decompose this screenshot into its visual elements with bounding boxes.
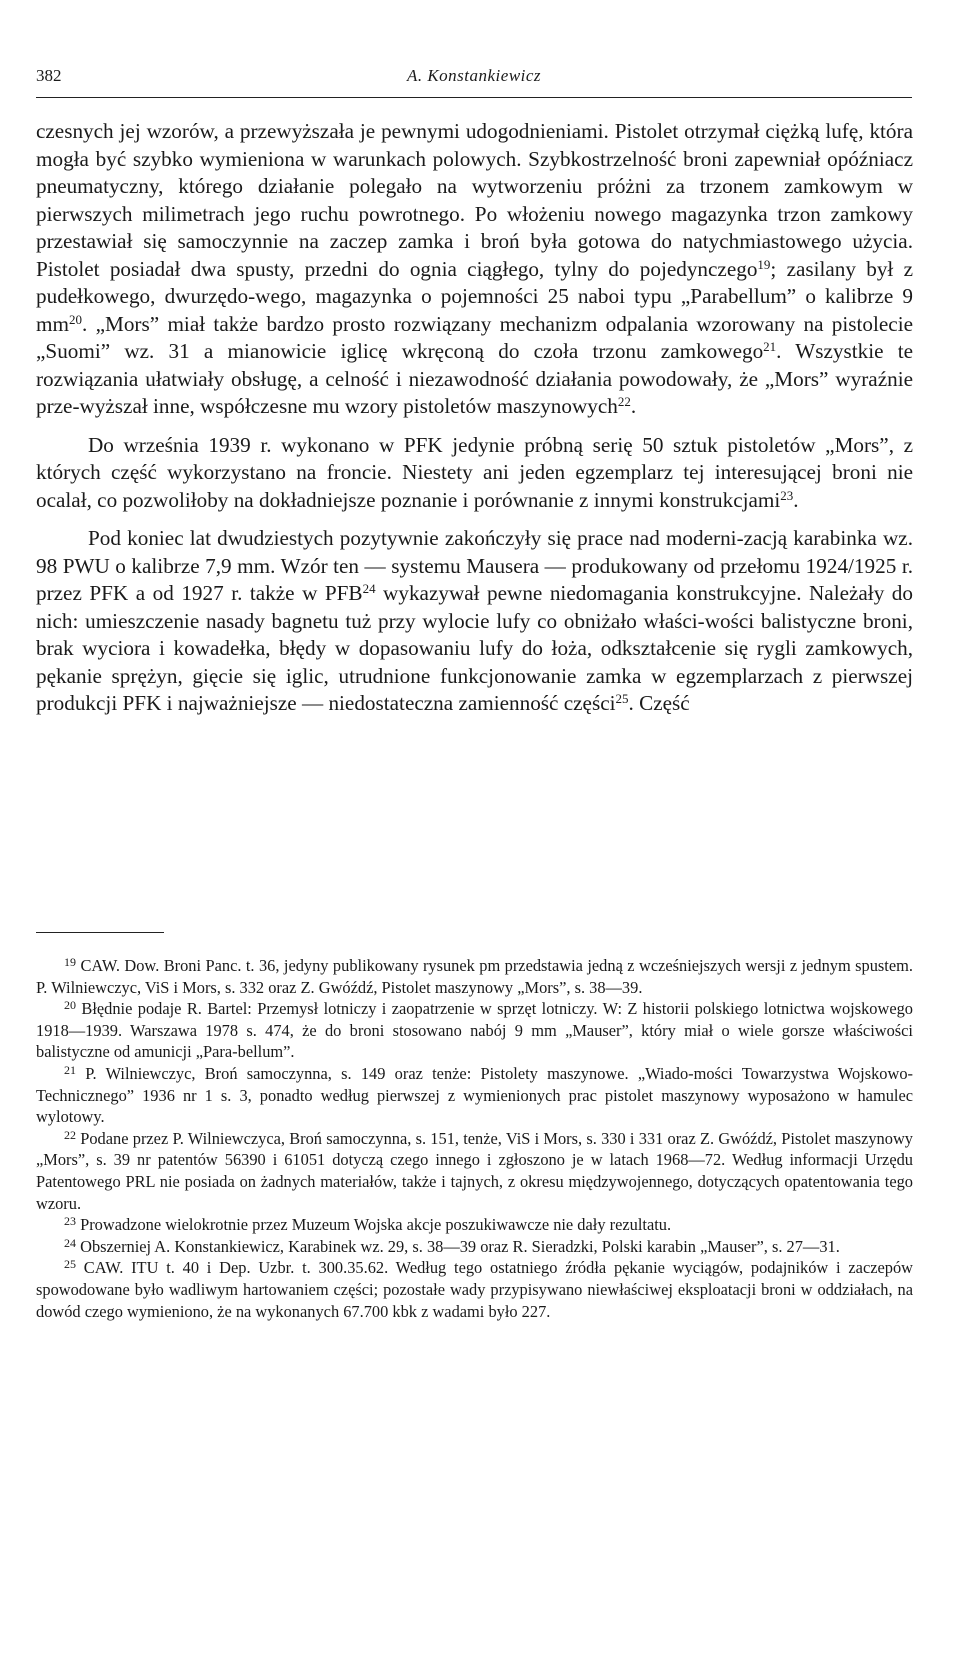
footnote-ref: 24 <box>362 581 376 596</box>
footnote <box>36 1128 913 1214</box>
text-run: . <box>793 487 799 512</box>
footnote-text: Podane przez P. Wilniewczyca, Broń samoczynna, s. 151, tenże, ViS i Mors, s. 330 i 331 oraz Z. Gwóźdź, Pistolet maszynowy „Mors”, s. 39 nr patentów 56390 i 61051 dotyczą czego innego i zgłoszono je w latach 1968—72. Według informacji Urzędu Patentowego PRL nie posiada on żadnych materiałów, także i tajnych, z okresu międzywojennego, dotyczących opatentowania tego wzoru. <box>36 1128 913 1213</box>
footnote-number: 21 <box>64 1062 76 1077</box>
footnote-number: 25 <box>64 1257 76 1272</box>
text-run: . „Mors” miał także bardzo prosto rozwiązany mechanizm odpalania wzorowany na pistolecie „Suomi” wz. 31 a mianowicie iglicę wkręconą do czoła trzonu zamkowego <box>36 311 913 363</box>
text-run: . <box>630 394 637 418</box>
text-run: czesnych jej wzorów, a przewyższała je pewnymi udogodnieniami. Pistolet otrzymał ciężką lufę, która mogła być szybko wymieniona w warunkach polowych. Szybkostrzelność broni zapewniał opóźniacz pneumatyczny, którego działanie polegało na wytworzeniu próżni za trzonem zamkowym w pierwszych milimetrach jego ruchu powrotnego. Po włożeniu nowego magazynka trzon zamkowy przestawiał się samoczynnie na zaczep zamka i broń była gotowa do natychmiastowego użycia. Pistolet posiadał dwa spusty, przedni do ognia ciągłego, tylny do pojedynczego <box>36 119 913 281</box>
footnote-ref: 23 <box>780 487 794 503</box>
footnote-ref: 20 <box>68 311 82 327</box>
footnote-text: CAW. Dow. Broni Panc. t. 36, jedyny publikowany rysunek pm przedstawia jedną z wcześniejszych wersji z jednym spustem. P. Wilniewczyc, ViS i Mors, s. 332 oraz Z. Gwóźdź, Pistolet maszynowy „Mors”, s. 38—39. <box>36 956 913 997</box>
footnotes <box>36 955 913 1322</box>
running-head: A. Konstankiewicz <box>406 66 542 85</box>
footnote-text: CAW. ITU t. 40 i Dep. Uzbr. t. 300.35.62. Według tego ostatniego źródła pękanie wyciągów, podajników i zaczepów spowodowane było wadliwym hartowaniem części; pozostałe wady przypisywano niewłaściwej eksploatacji broni w oddziałach, na dowód czego wymieniono, że na wykonanych 67.700 kbk z wadami było 227. <box>36 1258 913 1321</box>
paragraph-1 <box>36 118 913 421</box>
text-run: . Część <box>628 691 690 715</box>
footnote-number: 22 <box>64 1127 76 1142</box>
header-rule <box>36 97 912 98</box>
main-text <box>36 118 913 718</box>
text-run: wykazywał pewne niedomagania konstrukcyjne. Należały do nich: umieszczenie nasady bagnetu tuż przy wylocie lufy co obniżało właści-wości balistyczne broni, brak wyciora i kowadełka, błędy w dopasowaniu lufy do łoża, odkształcenie się rygli zamkowych, pękanie sprężyn, gięcie się iglic, utrudnione funkcjonowanie zamka w egzemplarzach z pierwszej produkcji PFK i najważniejsze — niedostateczna zamienność części <box>36 581 913 715</box>
footnote-rule <box>36 932 164 933</box>
footnote <box>36 998 913 1063</box>
footnote-ref: 19 <box>757 256 771 272</box>
footnote <box>36 1214 913 1236</box>
footnote-number: 20 <box>64 998 76 1013</box>
page-header <box>36 66 912 94</box>
footnote-text: P. Wilniewczyc, Broń samoczynna, s. 149 oraz tenże: Pistolety maszynowe. „Wiado-mości Towarzystwa Wojskowo-Technicznego” 1936 nr 1 s. 3, ponadto według pierwszej z wymienionych prac pistolet maszynowy wyposażono w hamulec wylotowy. <box>36 1063 913 1127</box>
footnote-number: 24 <box>64 1235 76 1250</box>
text-run: ; zasilany był z pudełkowego, dwurzędo-wego, magazynka o pojemności 25 naboi typu „Parabellum” o kalibrze 9 mm <box>36 256 913 336</box>
text-run: Do września 1939 r. wykonano w PFK jedynie próbną serię 50 sztuk pistoletów „Mors”, z których część wykorzystano na froncie. Niestety ani jeden egzemplarz tej interesującej broni nie ocalał, co pozwoliłoby na dokładniejsze poznanie i porównanie z innymi konstrukcjami <box>36 432 913 512</box>
footnote <box>36 955 913 998</box>
footnote-text: Prowadzone wielokrotnie przez Muzeum Wojska akcje poszukiwawcze nie dały rezultatu. <box>80 1215 672 1235</box>
footnote <box>36 1236 913 1258</box>
text-run: . Wszystkie te rozwiązania ułatwiały obsługę, a celność i niezawodność działania powodowały, że „Mors” wyraźnie prze-wyższał inne, współczesne mu wzory pistoletów maszynowych <box>36 339 913 418</box>
footnote-text: Błędnie podaje R. Bartel: Przemysł lotniczy i zaopatrzenie w sprzęt lotniczy. W: Z historii polskiego lotnictwa wojskowego 1918—1939. Warszawa 1978 s. 474, że do broni stosowano nabój 9 mm „Mauser”, który miał o wiele gorsze właściwości balistyczne od amunicji „Para-bellum”. <box>36 999 913 1062</box>
footnote-ref: 25 <box>615 691 629 706</box>
footnote <box>36 1063 913 1128</box>
footnote-ref: 21 <box>763 339 777 354</box>
footnote-ref: 22 <box>617 394 631 409</box>
footnote <box>36 1257 913 1322</box>
footnote-text: Obszerniej A. Konstankiewicz, Karabinek wz. 29, s. 38—39 oraz R. Sieradzki, Polski karabin „Mauser”, s. 27—31. <box>80 1236 840 1256</box>
page-number: 382 <box>36 66 62 85</box>
paragraph-3 <box>36 525 913 718</box>
text-run: Pod koniec lat dwudziestych pozytywnie zakończyły się prace nad moderni-zacją karabinka wz. 98 PWU o kalibrze 7,9 mm. Wzór ten — systemu Mausera — produkowany od przełomu 1924/1925 r. przez PFK a od 1927 r. także w PFB <box>36 526 913 605</box>
footnote-number: 19 <box>64 955 76 969</box>
paragraph-2 <box>36 432 913 515</box>
footnote-number: 23 <box>64 1214 76 1229</box>
